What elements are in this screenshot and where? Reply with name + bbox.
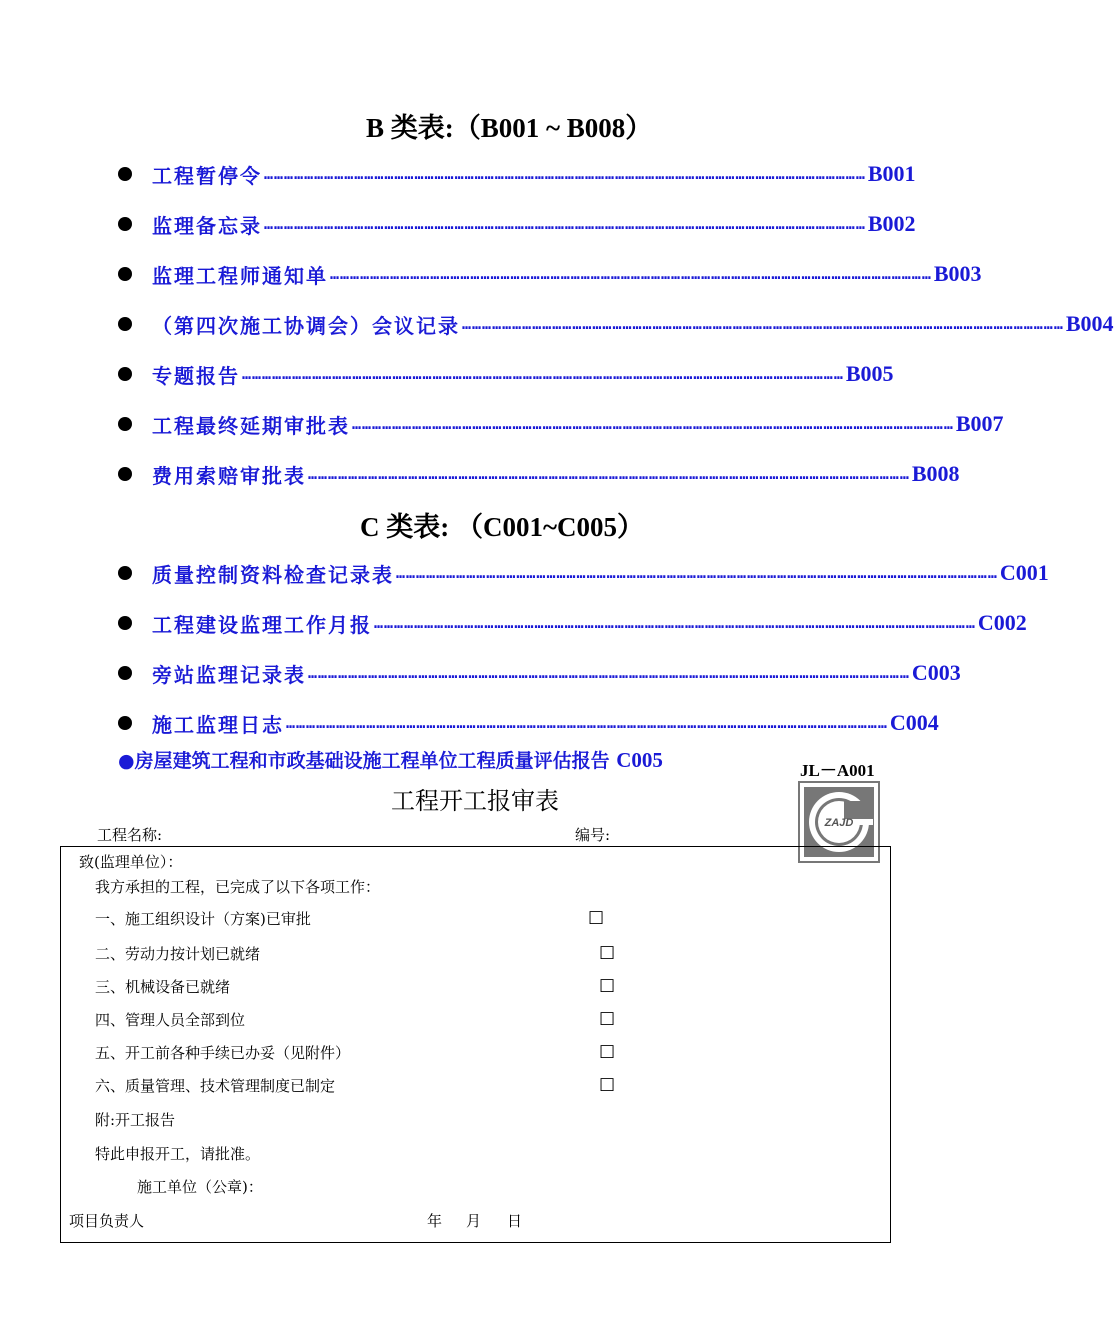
number-label: 编号: (575, 826, 611, 844)
contractor-seal-label: 施工单位（公章)： (137, 1178, 263, 1196)
svg-text:ZAJD: ZAJD (824, 817, 854, 829)
date-month-label: 月 (466, 1212, 482, 1230)
checkbox[interactable]: □ (599, 975, 616, 995)
leader-dots: ……………………………………………………………………………………………………………………………………………………………… (242, 365, 844, 383)
toc-item-code: B002 (867, 211, 916, 236)
bullet-icon (118, 167, 132, 181)
toc-item-label: 工程暂停令 (152, 163, 262, 188)
project-manager-label: 项目负责人 (69, 1212, 145, 1230)
checklist-item: 三、机械设备已就绪 (95, 978, 231, 996)
intro-text: 我方承担的工程，已完成了以下各项工作： (95, 878, 381, 896)
toc-item-code: B003 (933, 261, 982, 286)
attachment-note: 附:开工报告 (95, 1111, 176, 1129)
b-section-title: B 类表:（B001 ~ B008） (366, 113, 653, 143)
c-section-title: C 类表: （C001~C005） (360, 512, 645, 542)
toc-item[interactable] (118, 658, 961, 688)
toc-item-label: 专题报告 (152, 363, 240, 388)
checklist-item: 二、劳动力按计划已就绪 (95, 945, 261, 963)
checkbox[interactable]: □ (599, 1008, 616, 1028)
toc-item-code: C005 (616, 748, 663, 772)
date-year-label: 年 (427, 1212, 443, 1230)
leader-dots: ……………………………………………………………………………………………………………………………………………………………… (374, 614, 976, 632)
toc-item[interactable] (118, 209, 916, 239)
toc-item[interactable] (118, 309, 1114, 339)
toc-item-label: 施工监理日志 (152, 712, 284, 737)
toc-item-label: 工程建设监理工作月报 (152, 612, 372, 637)
leader-dots: ……………………………………………………………………………………………………………………………………………………………… (396, 564, 998, 582)
to-supervisor-label: 致(监理单位）： (79, 853, 183, 871)
date-day-label: 日 (507, 1212, 523, 1230)
checklist-item: 六、质量管理、技术管理制度已制定 (95, 1077, 336, 1095)
toc-item[interactable] (118, 259, 982, 289)
toc-item-code: C002 (977, 610, 1027, 635)
checklist-item: 一、施工组织设计（方案)已审批 (95, 910, 311, 928)
toc-item-code: B004 (1065, 311, 1114, 336)
checkbox[interactable]: □ (599, 942, 616, 962)
toc-item-label: 费用索赔审批表 (152, 463, 306, 488)
toc-item-label: 工程最终延期审批表 (152, 413, 350, 438)
toc-item[interactable] (118, 409, 1004, 439)
bullet-icon (118, 417, 132, 431)
bullet-icon (118, 217, 132, 231)
application-form (60, 846, 891, 1243)
toc-item[interactable] (118, 359, 894, 389)
toc-item-label: 监理工程师通知单 (152, 263, 328, 288)
project-name-label: 工程名称: (97, 826, 163, 844)
bullet-icon (118, 317, 132, 331)
toc-item-code: B005 (845, 361, 894, 386)
checkbox[interactable]: □ (599, 1074, 616, 1094)
toc-item-label: （第四次施工协调会）会议记录 (152, 313, 460, 338)
bullet-icon (118, 267, 132, 281)
toc-item-code: C001 (999, 560, 1049, 585)
checklist-item: 五、开工前各种手续已办妥（见附件） (95, 1044, 351, 1062)
toc-item[interactable] (118, 708, 939, 738)
leader-dots: ……………………………………………………………………………………………………………………………………………………………… (330, 265, 932, 283)
bullet-icon (118, 716, 132, 730)
toc-item-code: B007 (955, 411, 1004, 436)
form-code: JL－A001 (800, 761, 875, 780)
form-title: 工程开工报审表 (391, 787, 559, 815)
toc-item-code: B008 (911, 461, 960, 486)
approval-request: 特此申报开工，请批准。 (95, 1145, 261, 1163)
toc-item[interactable] (118, 558, 1049, 588)
leader-dots: ……………………………………………………………………………………………………………………………………………………………… (308, 465, 910, 483)
bullet-icon (118, 566, 132, 580)
leader-dots: ……………………………………………………………………………………………………………………………………………………………… (264, 165, 866, 183)
leader-dots: ……………………………………………………………………………………………………………………………………………………………… (308, 664, 910, 682)
bullet-icon (118, 616, 132, 630)
toc-item[interactable] (118, 608, 1027, 638)
leader-dots: ……………………………………………………………………………………………………………………………………………………………… (286, 714, 888, 732)
checkbox[interactable]: □ (599, 1041, 616, 1061)
bullet-icon (118, 367, 132, 381)
checklist-item: 四、管理人员全部到位 (95, 1011, 246, 1029)
leader-dots: ……………………………………………………………………………………………………………………………………………………………… (352, 415, 954, 433)
toc-item[interactable] (118, 159, 916, 189)
toc-item-label: ●房屋建筑工程和市政基础设施工程单位工程质量评估报告 (118, 750, 610, 772)
bullet-icon (118, 467, 132, 481)
toc-item-label: 旁站监理记录表 (152, 662, 306, 687)
checkbox[interactable]: □ (588, 907, 605, 927)
toc-item-quality-assessment-report[interactable] (118, 746, 663, 773)
leader-dots: ……………………………………………………………………………………………………………………………………………………………… (264, 215, 866, 233)
bullet-icon (118, 666, 132, 680)
toc-item[interactable] (118, 459, 960, 489)
toc-item-label: 质量控制资料检查记录表 (152, 562, 394, 587)
toc-item-code: C003 (911, 660, 961, 685)
toc-item-code: B001 (867, 161, 916, 186)
leader-dots: ……………………………………………………………………………………………………………………………………………………………… (462, 315, 1064, 333)
toc-item-label: 监理备忘录 (152, 213, 262, 238)
toc-item-code: C004 (889, 710, 939, 735)
